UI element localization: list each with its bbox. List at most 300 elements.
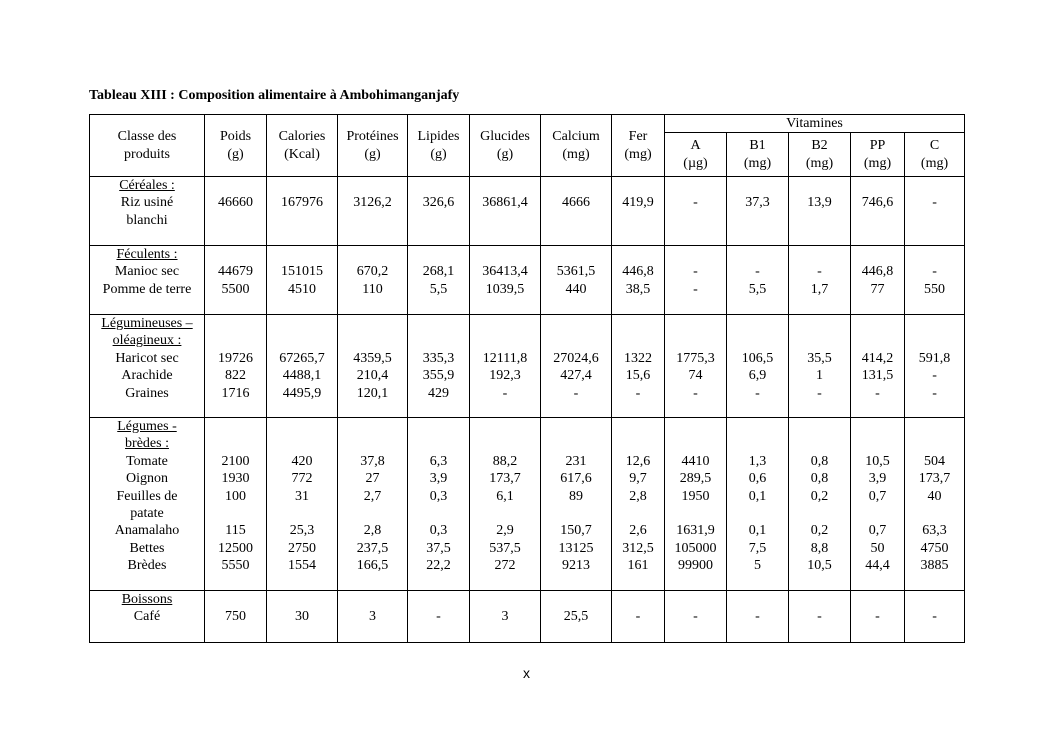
value: - [502, 385, 508, 401]
value [338, 505, 407, 522]
value [789, 332, 850, 349]
value-cell [727, 177, 789, 246]
value: 12500 [218, 540, 253, 556]
product-name: Brèdes [127, 558, 167, 574]
value [338, 315, 407, 332]
value [789, 246, 850, 263]
value-cell [905, 418, 965, 591]
value: 427,4 [560, 368, 592, 384]
value-cell [851, 418, 905, 591]
value: 19726 [218, 350, 253, 366]
value [267, 418, 337, 435]
value: 772 [291, 471, 313, 487]
value: - [932, 368, 937, 384]
value-cell [905, 177, 965, 246]
column-header-classe: Classe des produits [90, 115, 205, 177]
value [205, 177, 266, 194]
value: 8,8 [810, 540, 829, 556]
value-cell [338, 177, 408, 246]
product-name: blanchi [126, 212, 168, 228]
value-cell [408, 177, 470, 246]
value: 0,3 [429, 488, 448, 504]
value: - [932, 385, 937, 401]
value [541, 418, 611, 435]
value: 0,8 [810, 453, 829, 469]
group-row-feculents [90, 246, 965, 315]
value: 0,1 [748, 523, 767, 539]
value: 37,3 [745, 195, 770, 211]
value [851, 505, 904, 522]
value-cell [408, 418, 470, 591]
value [338, 332, 407, 349]
value: 5361,5 [556, 264, 596, 280]
value: 100 [225, 488, 246, 504]
value: 420 [291, 453, 313, 469]
product-class-cell [90, 177, 205, 246]
value-cell [665, 246, 727, 315]
value: 504 [924, 453, 946, 469]
value-cell [727, 591, 789, 643]
value-cell [789, 418, 851, 591]
value: - [573, 385, 579, 401]
value [789, 591, 850, 608]
value [470, 418, 540, 435]
value: 272 [494, 558, 516, 574]
value: 1716 [221, 385, 250, 401]
value: 312,5 [622, 540, 654, 556]
value [541, 177, 611, 194]
table-body [90, 177, 965, 643]
value: 88,2 [492, 453, 518, 469]
value-cell [851, 315, 905, 418]
column-header-vitamin-b2: B2 (mg) [789, 133, 851, 177]
value [905, 435, 964, 452]
value: 2,6 [629, 523, 647, 539]
value: 44679 [218, 264, 253, 280]
value: 446,8 [622, 264, 654, 280]
product-name: patate [130, 506, 164, 522]
header-row [90, 115, 965, 133]
value: 289,5 [679, 471, 712, 487]
value [338, 246, 407, 263]
value [727, 591, 788, 608]
value: 5500 [221, 281, 250, 297]
value-cell [789, 591, 851, 643]
value: 12111,8 [482, 350, 528, 366]
value: 36861,4 [482, 195, 528, 211]
value: 335,3 [422, 350, 455, 366]
value-cell [267, 315, 338, 418]
value: 617,6 [560, 471, 592, 487]
value-cell [408, 315, 470, 418]
product-class-cell [90, 246, 205, 315]
value-cell [789, 177, 851, 246]
value [470, 505, 540, 522]
value: 10,5 [865, 453, 890, 469]
value [851, 418, 904, 435]
value: 4750 [920, 540, 949, 556]
value: - [817, 385, 822, 401]
value [851, 246, 904, 263]
value-cell [408, 591, 470, 643]
value-cell [470, 418, 541, 591]
value: - [932, 609, 937, 625]
product-name: Bettes [129, 540, 165, 556]
value [408, 177, 469, 194]
value [205, 505, 266, 522]
value [267, 315, 337, 332]
value [612, 246, 664, 263]
value: 38,5 [625, 281, 651, 297]
value: 37,8 [360, 453, 385, 469]
value-cell [338, 591, 408, 643]
value-cell [727, 418, 789, 591]
value: 46660 [218, 195, 253, 211]
value [665, 332, 726, 349]
value: 37,5 [426, 540, 451, 556]
value: 2750 [288, 540, 316, 556]
value [470, 591, 540, 608]
value [851, 315, 904, 332]
value: 6,3 [429, 453, 448, 469]
group-row-boissons [90, 591, 965, 643]
value [905, 246, 964, 263]
value: 2,7 [363, 488, 382, 504]
group-row-legumes-bredes [90, 418, 965, 591]
value-cell [338, 246, 408, 315]
group-heading: oléagineux : [112, 333, 182, 349]
value [267, 177, 337, 194]
column-header-lipides: Lipides (g) [408, 115, 470, 177]
value-cell [789, 315, 851, 418]
column-header-vitamin-a: A (µg) [665, 133, 727, 177]
value: 550 [924, 281, 946, 297]
value [205, 246, 266, 263]
column-header-calories: Calories (Kcal) [267, 115, 338, 177]
value: 50 [870, 540, 885, 556]
value [905, 177, 964, 194]
product-name: Oignon [126, 471, 168, 487]
value: 0,3 [429, 523, 448, 539]
value: 3126,2 [353, 195, 392, 211]
value [905, 505, 964, 522]
group-row-cereales [90, 177, 965, 246]
value: 537,5 [489, 540, 521, 556]
value [727, 505, 788, 522]
value-cell [612, 418, 665, 591]
value [338, 435, 407, 452]
value: 10,5 [807, 558, 832, 574]
value: 173,7 [918, 471, 951, 487]
value: 115 [225, 523, 246, 539]
value [612, 505, 664, 522]
value [727, 315, 788, 332]
value: 74 [688, 368, 703, 384]
value: - [635, 609, 641, 625]
value-cell [905, 315, 965, 418]
value: 166,5 [356, 558, 389, 574]
value [408, 505, 469, 522]
value [665, 435, 726, 452]
value-cell [470, 177, 541, 246]
value [789, 505, 850, 522]
value [612, 418, 664, 435]
value-cell [905, 246, 965, 315]
product-name: Café [133, 609, 161, 625]
value [665, 418, 726, 435]
value: 1775,3 [676, 350, 715, 366]
value: - [932, 195, 937, 211]
group-heading: Céréales : [119, 178, 175, 193]
value [470, 246, 540, 263]
value: 77 [870, 281, 885, 297]
value [665, 177, 726, 194]
value [612, 177, 664, 194]
value-cell [205, 177, 267, 246]
value: 4488,1 [282, 368, 322, 384]
value [470, 435, 540, 452]
value [905, 332, 964, 349]
value: - [932, 264, 937, 280]
value [205, 435, 266, 452]
value-cell [205, 418, 267, 591]
value: 4666 [562, 195, 590, 211]
value [541, 332, 611, 349]
group-row-legumineuses [90, 315, 965, 418]
value [612, 435, 664, 452]
value: 440 [565, 281, 587, 297]
value-cell [338, 315, 408, 418]
value: 3,9 [868, 471, 887, 487]
value-cell [470, 591, 541, 643]
product-name: Tomate [126, 453, 168, 469]
value: 99900 [678, 558, 713, 574]
value: 1631,9 [676, 523, 715, 539]
value: 3,9 [429, 471, 448, 487]
value [789, 435, 850, 452]
value: 822 [225, 368, 246, 384]
value [408, 435, 469, 452]
value: 1,7 [810, 281, 829, 297]
value: 27 [365, 471, 380, 487]
value: 746,6 [861, 195, 894, 211]
value-cell [408, 246, 470, 315]
value: 7,5 [748, 540, 767, 556]
value: 6,1 [496, 488, 514, 504]
value: 105000 [674, 540, 717, 556]
value-cell [851, 246, 905, 315]
value: 419,9 [622, 195, 654, 211]
value [205, 418, 266, 435]
value: - [693, 195, 698, 211]
value: 237,5 [356, 540, 389, 556]
value: 446,8 [861, 264, 894, 280]
value: 31 [295, 488, 309, 504]
value-cell [612, 246, 665, 315]
value: 414,2 [861, 350, 894, 366]
value: 151015 [281, 264, 323, 280]
value: 0,6 [748, 471, 767, 487]
value-cell [905, 591, 965, 643]
value-cell [665, 177, 727, 246]
value [851, 591, 904, 608]
column-header-glucides: Glucides (g) [470, 115, 541, 177]
product-class-cell [90, 418, 205, 591]
value: 5,5 [748, 281, 767, 297]
value: 89 [569, 488, 583, 504]
value: 5 [754, 558, 761, 574]
value [408, 332, 469, 349]
page-number: x [523, 665, 530, 681]
value: 0,1 [748, 488, 767, 504]
value [205, 315, 266, 332]
value [789, 418, 850, 435]
product-name: Manioc sec [114, 264, 180, 280]
value-cell [541, 315, 612, 418]
value: - [635, 385, 641, 401]
value [205, 332, 266, 349]
value-cell [267, 418, 338, 591]
value: 192,3 [489, 368, 521, 384]
value [541, 591, 611, 608]
value: - [693, 385, 698, 401]
value [205, 591, 266, 608]
value: - [693, 264, 698, 280]
column-header-vitamines: Vitamines [665, 115, 965, 133]
value [267, 246, 337, 263]
value [665, 591, 726, 608]
value: 22,2 [426, 558, 451, 574]
value [905, 315, 964, 332]
value [905, 591, 964, 608]
value-cell [267, 246, 338, 315]
value-cell [665, 591, 727, 643]
value: 5,5 [429, 281, 448, 297]
value: 44,4 [865, 558, 890, 574]
value: 25,5 [563, 609, 589, 625]
composition-table [89, 114, 965, 643]
value: 13,9 [807, 195, 832, 211]
column-header-proteines: Protéines (g) [338, 115, 408, 177]
value [267, 332, 337, 349]
value-cell [665, 315, 727, 418]
value: 5550 [221, 558, 250, 574]
value [612, 332, 664, 349]
column-header-vitamin-pp: PP (mg) [851, 133, 905, 177]
value: - [436, 609, 441, 625]
value: 210,4 [356, 368, 389, 384]
value: 2,8 [363, 523, 382, 539]
value [541, 505, 611, 522]
value: 40 [927, 488, 942, 504]
value: 110 [362, 281, 383, 297]
value [267, 591, 337, 608]
value [851, 435, 904, 452]
value: 0,2 [810, 488, 829, 504]
value: 0,7 [868, 523, 887, 539]
column-header-poids: Poids (g) [205, 115, 267, 177]
value: 15,6 [625, 368, 651, 384]
value: 1039,5 [485, 281, 525, 297]
value: - [817, 609, 822, 625]
product-class-cell [90, 591, 205, 643]
value: 1 [816, 368, 823, 384]
value-cell [205, 315, 267, 418]
value: 36413,4 [482, 264, 528, 280]
value [267, 435, 337, 452]
value [338, 177, 407, 194]
value: - [875, 385, 880, 401]
value: 591,8 [918, 350, 951, 366]
value [408, 246, 469, 263]
value: - [693, 281, 698, 297]
value: 268,1 [422, 264, 455, 280]
column-header-vitamin-b1: B1 (mg) [727, 133, 789, 177]
value: 750 [225, 609, 246, 625]
value: 6,9 [748, 368, 767, 384]
value: 3 [501, 609, 509, 625]
value-cell [470, 246, 541, 315]
value-cell [470, 315, 541, 418]
value: 27024,6 [553, 350, 599, 366]
column-header-calcium: Calcium (mg) [541, 115, 612, 177]
group-heading: Légumes - [117, 419, 177, 434]
value [612, 315, 664, 332]
value [665, 315, 726, 332]
value [408, 418, 469, 435]
value [470, 315, 540, 332]
group-heading: Légumineuses – [101, 316, 193, 331]
value: 25,3 [289, 523, 315, 539]
value: 67265,7 [279, 350, 325, 366]
table-title: Tableau XIII : Composition alimentaire à Ambohimanganjafy [89, 88, 460, 103]
value [727, 177, 788, 194]
value: 0,7 [868, 488, 887, 504]
value: 429 [428, 385, 449, 401]
value: - [755, 264, 760, 280]
value: 9,7 [629, 471, 647, 487]
value: 4510 [288, 281, 316, 297]
value-cell [727, 315, 789, 418]
value [470, 332, 540, 349]
value: 35,5 [807, 350, 832, 366]
value: 4359,5 [353, 350, 392, 366]
value: - [875, 609, 880, 625]
value: 3 [369, 609, 376, 625]
value: - [755, 385, 760, 401]
value [470, 177, 540, 194]
value [338, 418, 407, 435]
value: 106,5 [741, 350, 774, 366]
value [727, 332, 788, 349]
value [541, 435, 611, 452]
value-cell [541, 177, 612, 246]
value: 4495,9 [282, 385, 322, 401]
product-name: Riz usiné [120, 195, 174, 211]
value: 355,9 [422, 368, 455, 384]
product-name: Feuilles de [116, 488, 178, 504]
value: 1554 [288, 558, 316, 574]
value-cell [205, 246, 267, 315]
column-header-vitamin-c: C (mg) [905, 133, 965, 177]
value [851, 332, 904, 349]
value-cell [851, 591, 905, 643]
group-heading: brèdes : [125, 436, 169, 452]
value: 63,3 [922, 523, 947, 539]
value [727, 435, 788, 452]
value: 150,7 [560, 523, 592, 539]
value: 1950 [681, 488, 710, 504]
